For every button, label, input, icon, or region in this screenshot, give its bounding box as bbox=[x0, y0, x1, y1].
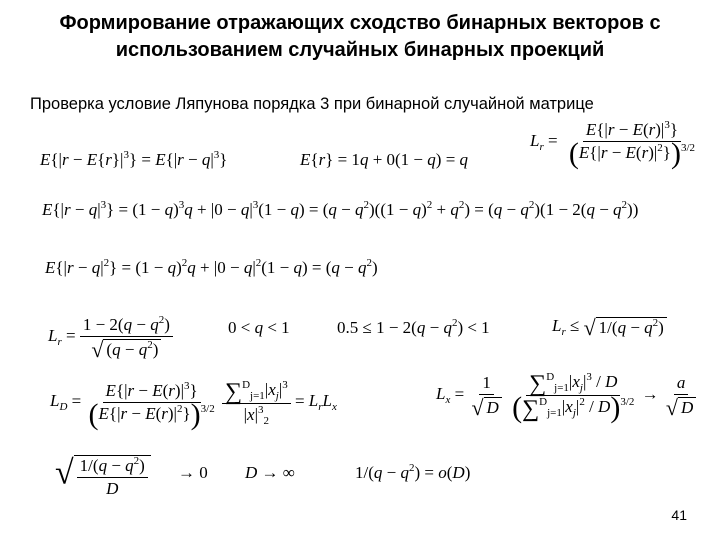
formula-lr-value: $L_r$ = $\frac{1 - 2(q - q^2)}{√ (q - q^2)}$ bbox=[48, 315, 173, 360]
formula-numerator-bound: $0.5 \le 1 - 2(q - q^2) < 1$ bbox=[337, 317, 490, 337]
formula-expectation: E{r} = 1q + 0(1 − q) = q bbox=[300, 150, 469, 169]
title-line-1: Формирование отражающих сходство бинарных векторов с bbox=[59, 12, 661, 34]
formula-lyapunov-ratio: $L_r$ = $\frac{E\{|r - E(r)|^3\}}{(E\{|r - E(r)|^2\})^{3/2}}$ bbox=[530, 119, 696, 170]
formula-second-moment: $E\{|r - q|^2\} = (1 - q)^2q + |0 - q|^2(1 - q) = (q - q^2)$ bbox=[45, 257, 378, 277]
slide-subtitle: Проверка условие Ляпунова порядка 3 при бинарной случайной матрице bbox=[30, 95, 594, 113]
formula-third-moment: $E\{|r - E\{r\}|^3\} = E\{|r - q|^3\}$ bbox=[40, 149, 228, 169]
title-line-2: использованием случайных бинарных проекций bbox=[115, 39, 605, 61]
formula-lr-bound: $L_r$ ≤ √ $1/(q - q^2)$ bbox=[552, 316, 667, 338]
formula-q-range: 0 < q < 1 bbox=[228, 318, 290, 337]
formula-little-o: $1/(q - q^2) = o(D)$ bbox=[355, 462, 471, 482]
page-number: 41 bbox=[671, 507, 687, 523]
formula-d-infinity: D → ∞ bbox=[245, 463, 295, 482]
formula-tends-zero: → 0 bbox=[178, 463, 208, 482]
slide-title bbox=[0, 10, 720, 64]
formula-lx: $L_x$ = $\frac{1}{√ D}$ $\frac{\sum^D_{j=1}|x_j|^3 / D}{(\sum^D_{j=1}|x_j|^2 / D)^{3/2}}$ → $\frac{a}{√ D}$ bbox=[436, 372, 699, 419]
formula-ld: $L_D$ = $\frac{E\{|r - E(r)|^3\}}{(E\{|r - E(r)|^2\})^{3/2}}$ $\frac{\sum^D_{j=1}|x_j|^3}{|x|^3_2}$ = $L_rL_x$ bbox=[50, 379, 337, 431]
formula-third-moment-expanded: $E\{|r - q|^3\} = (1 - q)^3q + |0 - q|^3(1 - q) = (q - q^2)((1 - q)^2 + q^2) = (q - q^2)(1 - 2(q - q^2))$ bbox=[42, 199, 639, 219]
formula-limit-sqrt: √ $\frac{1/(q - q^2)}{D}$ bbox=[55, 455, 151, 499]
